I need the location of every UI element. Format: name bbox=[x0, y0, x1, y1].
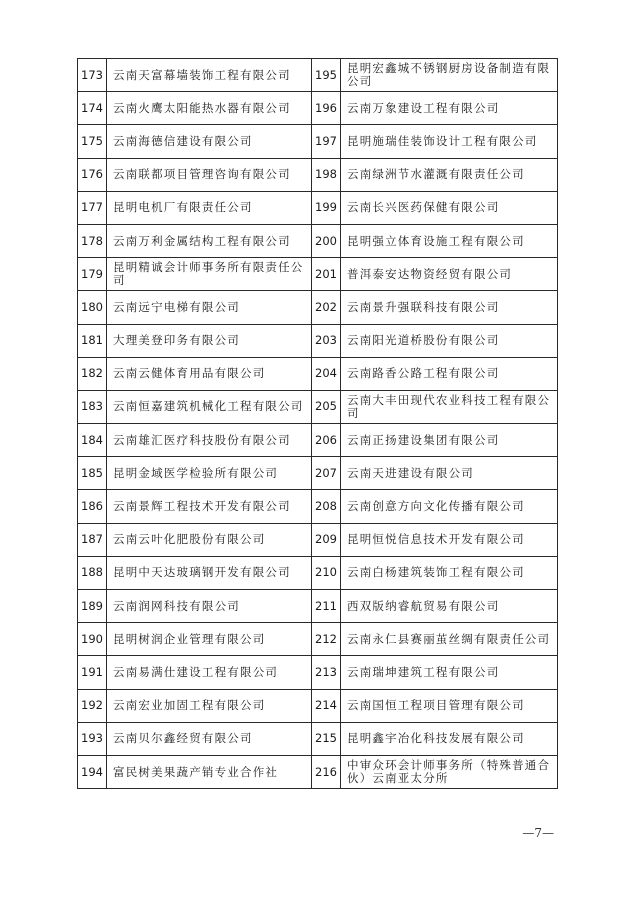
right-row-number: 202 bbox=[312, 291, 341, 324]
right-row-number: 211 bbox=[312, 590, 341, 623]
left-row-number: 181 bbox=[78, 324, 107, 357]
right-row-number: 195 bbox=[312, 59, 341, 92]
left-company-name: 昆明金域医学检验所有限公司 bbox=[107, 457, 312, 490]
right-row-number: 200 bbox=[312, 224, 341, 257]
right-company-name: 云南绿洲节水灌溉有限责任公司 bbox=[341, 158, 558, 191]
table-row bbox=[78, 457, 558, 490]
left-company-name: 昆明中天达玻璃钢开发有限公司 bbox=[107, 556, 312, 589]
company-list-body bbox=[78, 59, 558, 789]
right-row-number: 216 bbox=[312, 755, 341, 788]
left-row-number: 185 bbox=[78, 457, 107, 490]
table-row bbox=[78, 390, 558, 423]
right-row-number: 206 bbox=[312, 424, 341, 457]
right-company-name: 云南瑞坤建筑工程有限公司 bbox=[341, 656, 558, 689]
table-row bbox=[78, 258, 558, 291]
left-row-number: 186 bbox=[78, 490, 107, 523]
right-company-name: 云南白杨建筑装饰工程有限公司 bbox=[341, 556, 558, 589]
right-row-number: 212 bbox=[312, 623, 341, 656]
left-row-number: 184 bbox=[78, 424, 107, 457]
right-row-number: 214 bbox=[312, 689, 341, 722]
right-row-number: 205 bbox=[312, 390, 341, 423]
left-company-name: 云南远宁电梯有限公司 bbox=[107, 291, 312, 324]
table-row bbox=[78, 357, 558, 390]
table-row bbox=[78, 158, 558, 191]
right-company-name: 普洱泰安达物资经贸有限公司 bbox=[341, 258, 558, 291]
left-row-number: 180 bbox=[78, 291, 107, 324]
table-row bbox=[78, 490, 558, 523]
right-company-name: 昆明宏鑫城不锈钢厨房设备制造有限公司 bbox=[341, 59, 558, 92]
right-company-name: 云南长兴医药保健有限公司 bbox=[341, 191, 558, 224]
left-row-number: 173 bbox=[78, 59, 107, 92]
page-number: —7— bbox=[522, 826, 554, 840]
right-company-name: 云南天进建设有限公司 bbox=[341, 457, 558, 490]
table-row bbox=[78, 590, 558, 623]
right-company-name: 昆明强立体育设施工程有限公司 bbox=[341, 224, 558, 257]
company-list-table bbox=[77, 58, 558, 789]
left-company-name: 富民树美果蔬产销专业合作社 bbox=[107, 755, 312, 788]
left-company-name: 云南宏业加固工程有限公司 bbox=[107, 689, 312, 722]
right-company-name: 西双版纳睿航贸易有限公司 bbox=[341, 590, 558, 623]
right-company-name: 中审众环会计师事务所（特殊普通合伙）云南亚太分所 bbox=[341, 755, 558, 788]
table-row bbox=[78, 125, 558, 158]
left-company-name: 云南贝尔鑫经贸有限公司 bbox=[107, 722, 312, 755]
table-row bbox=[78, 656, 558, 689]
left-company-name: 云南火鹰太阳能热水器有限公司 bbox=[107, 92, 312, 125]
table-row bbox=[78, 191, 558, 224]
right-row-number: 209 bbox=[312, 523, 341, 556]
left-company-name: 云南恒嘉建筑机械化工程有限公司 bbox=[107, 390, 312, 423]
left-row-number: 187 bbox=[78, 523, 107, 556]
left-row-number: 193 bbox=[78, 722, 107, 755]
table-row bbox=[78, 755, 558, 788]
right-company-name: 云南创意方向文化传播有限公司 bbox=[341, 490, 558, 523]
right-row-number: 210 bbox=[312, 556, 341, 589]
left-row-number: 183 bbox=[78, 390, 107, 423]
left-row-number: 191 bbox=[78, 656, 107, 689]
left-row-number: 190 bbox=[78, 623, 107, 656]
right-row-number: 208 bbox=[312, 490, 341, 523]
right-company-name: 云南永仁县赛丽茧丝绸有限责任公司 bbox=[341, 623, 558, 656]
right-company-name: 昆明施瑞佳装饰设计工程有限公司 bbox=[341, 125, 558, 158]
table-row bbox=[78, 224, 558, 257]
left-company-name: 云南润网科技有限公司 bbox=[107, 590, 312, 623]
table-row bbox=[78, 722, 558, 755]
left-company-name: 云南云叶化肥股份有限公司 bbox=[107, 523, 312, 556]
right-row-number: 213 bbox=[312, 656, 341, 689]
left-row-number: 177 bbox=[78, 191, 107, 224]
left-company-name: 云南易满仕建设工程有限公司 bbox=[107, 656, 312, 689]
left-row-number: 179 bbox=[78, 258, 107, 291]
right-company-name: 云南景升强联科技有限公司 bbox=[341, 291, 558, 324]
left-row-number: 182 bbox=[78, 357, 107, 390]
table-row bbox=[78, 556, 558, 589]
left-row-number: 175 bbox=[78, 125, 107, 158]
table-row bbox=[78, 324, 558, 357]
right-company-name: 云南正扬建设集团有限公司 bbox=[341, 424, 558, 457]
right-company-name: 云南阳光道桥股份有限公司 bbox=[341, 324, 558, 357]
right-row-number: 201 bbox=[312, 258, 341, 291]
left-company-name: 昆明树润企业管理有限公司 bbox=[107, 623, 312, 656]
left-company-name: 云南万利金属结构工程有限公司 bbox=[107, 224, 312, 257]
right-row-number: 199 bbox=[312, 191, 341, 224]
right-company-name: 云南路香公路工程有限公司 bbox=[341, 357, 558, 390]
left-company-name: 大理美登印务有限公司 bbox=[107, 324, 312, 357]
left-row-number: 178 bbox=[78, 224, 107, 257]
left-company-name: 云南天富幕墙装饰工程有限公司 bbox=[107, 59, 312, 92]
table-row bbox=[78, 623, 558, 656]
right-company-name: 昆明鑫宇冶化科技发展有限公司 bbox=[341, 722, 558, 755]
right-company-name: 云南大丰田现代农业科技工程有限公司 bbox=[341, 390, 558, 423]
table-row bbox=[78, 291, 558, 324]
right-row-number: 196 bbox=[312, 92, 341, 125]
table-row bbox=[78, 424, 558, 457]
right-company-name: 云南万象建设工程有限公司 bbox=[341, 92, 558, 125]
table-row bbox=[78, 689, 558, 722]
left-row-number: 189 bbox=[78, 590, 107, 623]
right-row-number: 198 bbox=[312, 158, 341, 191]
left-row-number: 188 bbox=[78, 556, 107, 589]
right-row-number: 203 bbox=[312, 324, 341, 357]
right-company-name: 云南国恒工程项目管理有限公司 bbox=[341, 689, 558, 722]
left-company-name: 昆明精诚会计师事务所有限责任公司 bbox=[107, 258, 312, 291]
left-company-name: 云南云健体育用品有限公司 bbox=[107, 357, 312, 390]
right-row-number: 197 bbox=[312, 125, 341, 158]
right-row-number: 207 bbox=[312, 457, 341, 490]
table-row bbox=[78, 523, 558, 556]
left-company-name: 昆明电机厂有限责任公司 bbox=[107, 191, 312, 224]
table-row bbox=[78, 92, 558, 125]
right-row-number: 215 bbox=[312, 722, 341, 755]
left-company-name: 云南海德信建设有限公司 bbox=[107, 125, 312, 158]
left-row-number: 176 bbox=[78, 158, 107, 191]
left-company-name: 云南景辉工程技术开发有限公司 bbox=[107, 490, 312, 523]
left-row-number: 174 bbox=[78, 92, 107, 125]
left-row-number: 192 bbox=[78, 689, 107, 722]
left-row-number: 194 bbox=[78, 755, 107, 788]
table-row bbox=[78, 59, 558, 92]
right-row-number: 204 bbox=[312, 357, 341, 390]
right-company-name: 昆明恒悦信息技术开发有限公司 bbox=[341, 523, 558, 556]
left-company-name: 云南雄汇医疗科技股份有限公司 bbox=[107, 424, 312, 457]
left-company-name: 云南联都项目管理咨询有限公司 bbox=[107, 158, 312, 191]
